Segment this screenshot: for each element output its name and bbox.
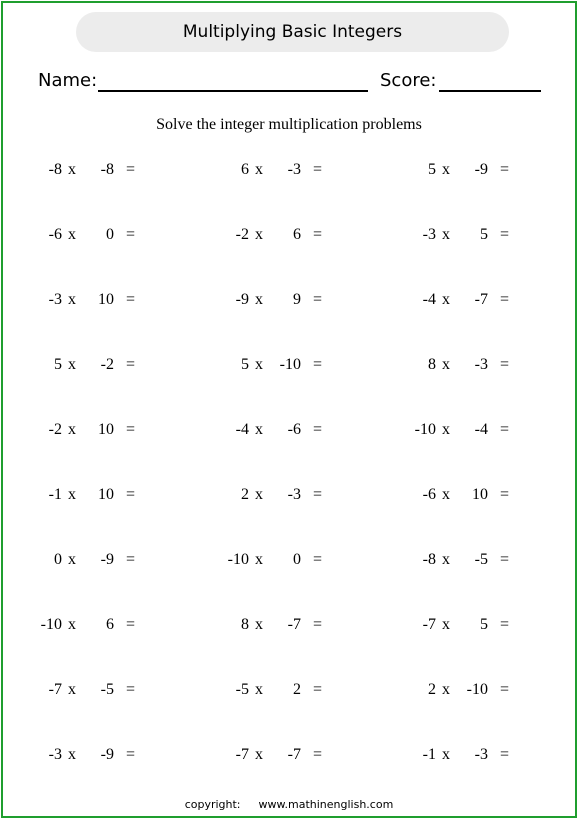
multiply-operator: x [255, 421, 263, 438]
problem-5-3 [396, 421, 526, 443]
multiply-operator: x [442, 356, 450, 373]
second-factor: -9 [474, 161, 488, 178]
second-factor: -3 [474, 746, 488, 763]
problem-5-2 [209, 421, 339, 443]
first-factor: -10 [414, 421, 436, 438]
first-factor: -3 [48, 746, 62, 763]
first-factor: 5 [241, 356, 249, 373]
second-factor: -6 [287, 421, 301, 438]
second-factor: 0 [106, 226, 114, 243]
second-factor: -3 [474, 356, 488, 373]
equals-sign: = [500, 616, 510, 633]
first-factor: -1 [48, 486, 62, 503]
second-factor: -9 [100, 551, 114, 568]
equals-sign: = [126, 746, 136, 763]
second-factor: 10 [98, 486, 114, 503]
equals-sign: = [126, 356, 136, 373]
multiply-operator: x [255, 746, 263, 763]
multiply-operator: x [68, 486, 76, 503]
equals-sign: = [500, 551, 510, 568]
second-factor: 10 [98, 421, 114, 438]
equals-sign: = [313, 226, 323, 243]
first-factor: -10 [227, 551, 249, 568]
multiply-operator: x [255, 486, 263, 503]
problem-8-3 [396, 616, 526, 638]
equals-sign: = [126, 681, 136, 698]
equals-sign: = [126, 486, 136, 503]
first-factor: -3 [422, 226, 436, 243]
first-factor: 0 [54, 551, 62, 568]
equals-sign: = [126, 421, 136, 438]
problem-8-1 [22, 616, 152, 638]
problem-4-2 [209, 356, 339, 378]
problem-8-2 [209, 616, 339, 638]
first-factor: -6 [422, 486, 436, 503]
multiply-operator: x [442, 551, 450, 568]
multiply-operator: x [68, 616, 76, 633]
problem-7-2 [209, 551, 339, 573]
multiply-operator: x [68, 291, 76, 308]
multiply-operator: x [255, 616, 263, 633]
equals-sign: = [500, 356, 510, 373]
first-factor: -6 [48, 226, 62, 243]
score-label: Score: [380, 70, 437, 91]
multiply-operator: x [442, 291, 450, 308]
first-factor: -10 [40, 616, 62, 633]
equals-sign: = [500, 161, 510, 178]
second-factor: -3 [287, 161, 301, 178]
second-factor: -5 [474, 551, 488, 568]
copyright-label: copyright: [184, 798, 241, 811]
equals-sign: = [313, 746, 323, 763]
first-factor: 5 [428, 161, 436, 178]
problem-6-3 [396, 486, 526, 508]
multiply-operator: x [68, 161, 76, 178]
multiply-operator: x [68, 356, 76, 373]
multiply-operator: x [68, 746, 76, 763]
second-factor: -10 [466, 681, 488, 698]
equals-sign: = [500, 681, 510, 698]
second-factor: 9 [293, 291, 301, 308]
second-factor: 6 [293, 226, 301, 243]
equals-sign: = [500, 226, 510, 243]
first-factor: 2 [241, 486, 249, 503]
second-factor: -5 [100, 681, 114, 698]
problem-10-2 [209, 746, 339, 768]
first-factor: -7 [48, 681, 62, 698]
footer-website-link[interactable]: www.mathinenglish.com [258, 798, 394, 811]
problem-10-3 [396, 746, 526, 768]
second-factor: 0 [293, 551, 301, 568]
problem-2-3 [396, 226, 526, 248]
first-factor: -1 [422, 746, 436, 763]
first-factor: -8 [48, 161, 62, 178]
problem-4-1 [22, 356, 152, 378]
problem-3-1 [22, 291, 152, 313]
equals-sign: = [313, 161, 323, 178]
second-factor: 5 [480, 226, 488, 243]
second-factor: -7 [287, 616, 301, 633]
multiply-operator: x [68, 421, 76, 438]
second-factor: -4 [474, 421, 488, 438]
problem-7-1 [22, 551, 152, 573]
name-blank-line [98, 90, 368, 92]
second-factor: 10 [98, 291, 114, 308]
equals-sign: = [313, 551, 323, 568]
multiply-operator: x [255, 681, 263, 698]
score-blank-line [439, 90, 541, 92]
multiply-operator: x [68, 681, 76, 698]
second-factor: 5 [480, 616, 488, 633]
multiply-operator: x [442, 681, 450, 698]
first-factor: 5 [54, 356, 62, 373]
multiply-operator: x [255, 291, 263, 308]
multiply-operator: x [255, 161, 263, 178]
second-factor: -2 [100, 356, 114, 373]
problem-1-3 [396, 161, 526, 183]
second-factor: 6 [106, 616, 114, 633]
multiply-operator: x [442, 616, 450, 633]
second-factor: -7 [287, 746, 301, 763]
second-factor: -10 [279, 356, 301, 373]
problem-4-3 [396, 356, 526, 378]
multiply-operator: x [255, 551, 263, 568]
equals-sign: = [126, 291, 136, 308]
first-factor: 8 [428, 356, 436, 373]
problem-9-3 [396, 681, 526, 703]
first-factor: -4 [235, 421, 249, 438]
instructions: Solve the integer multiplication problems [156, 116, 422, 133]
multiply-operator: x [255, 226, 263, 243]
multiply-operator: x [442, 226, 450, 243]
problem-3-3 [396, 291, 526, 313]
problem-3-2 [209, 291, 339, 313]
second-factor: -8 [100, 161, 114, 178]
first-factor: 2 [428, 681, 436, 698]
first-factor: -4 [422, 291, 436, 308]
equals-sign: = [313, 616, 323, 633]
equals-sign: = [500, 421, 510, 438]
problem-1-2 [209, 161, 339, 183]
first-factor: -2 [48, 421, 62, 438]
second-factor: 10 [472, 486, 488, 503]
multiply-operator: x [255, 356, 263, 373]
multiply-operator: x [68, 551, 76, 568]
multiply-operator: x [442, 161, 450, 178]
name-label: Name: [38, 70, 98, 91]
problem-2-1 [22, 226, 152, 248]
multiply-operator: x [442, 421, 450, 438]
first-factor: -9 [235, 291, 249, 308]
equals-sign: = [500, 746, 510, 763]
equals-sign: = [313, 356, 323, 373]
equals-sign: = [313, 681, 323, 698]
problem-7-3 [396, 551, 526, 573]
first-factor: -2 [235, 226, 249, 243]
equals-sign: = [126, 226, 136, 243]
first-factor: 6 [241, 161, 249, 178]
first-factor: 8 [241, 616, 249, 633]
multiply-operator: x [68, 226, 76, 243]
problem-1-1 [22, 161, 152, 183]
footer [0, 798, 578, 811]
problem-9-1 [22, 681, 152, 703]
problem-2-2 [209, 226, 339, 248]
equals-sign: = [313, 486, 323, 503]
equals-sign: = [126, 161, 136, 178]
first-factor: -3 [48, 291, 62, 308]
problem-6-1 [22, 486, 152, 508]
second-factor: 2 [293, 681, 301, 698]
first-factor: -8 [422, 551, 436, 568]
worksheet-title: Multiplying Basic Integers [76, 12, 509, 52]
problem-5-1 [22, 421, 152, 443]
problem-10-1 [22, 746, 152, 768]
multiply-operator: x [442, 746, 450, 763]
problem-6-2 [209, 486, 339, 508]
equals-sign: = [126, 551, 136, 568]
second-factor: -7 [474, 291, 488, 308]
second-factor: -9 [100, 746, 114, 763]
equals-sign: = [500, 486, 510, 503]
first-factor: -7 [422, 616, 436, 633]
problem-9-2 [209, 681, 339, 703]
first-factor: -7 [235, 746, 249, 763]
equals-sign: = [313, 421, 323, 438]
second-factor: -3 [287, 486, 301, 503]
equals-sign: = [313, 291, 323, 308]
first-factor: -5 [235, 681, 249, 698]
equals-sign: = [126, 616, 136, 633]
equals-sign: = [500, 291, 510, 308]
multiply-operator: x [442, 486, 450, 503]
